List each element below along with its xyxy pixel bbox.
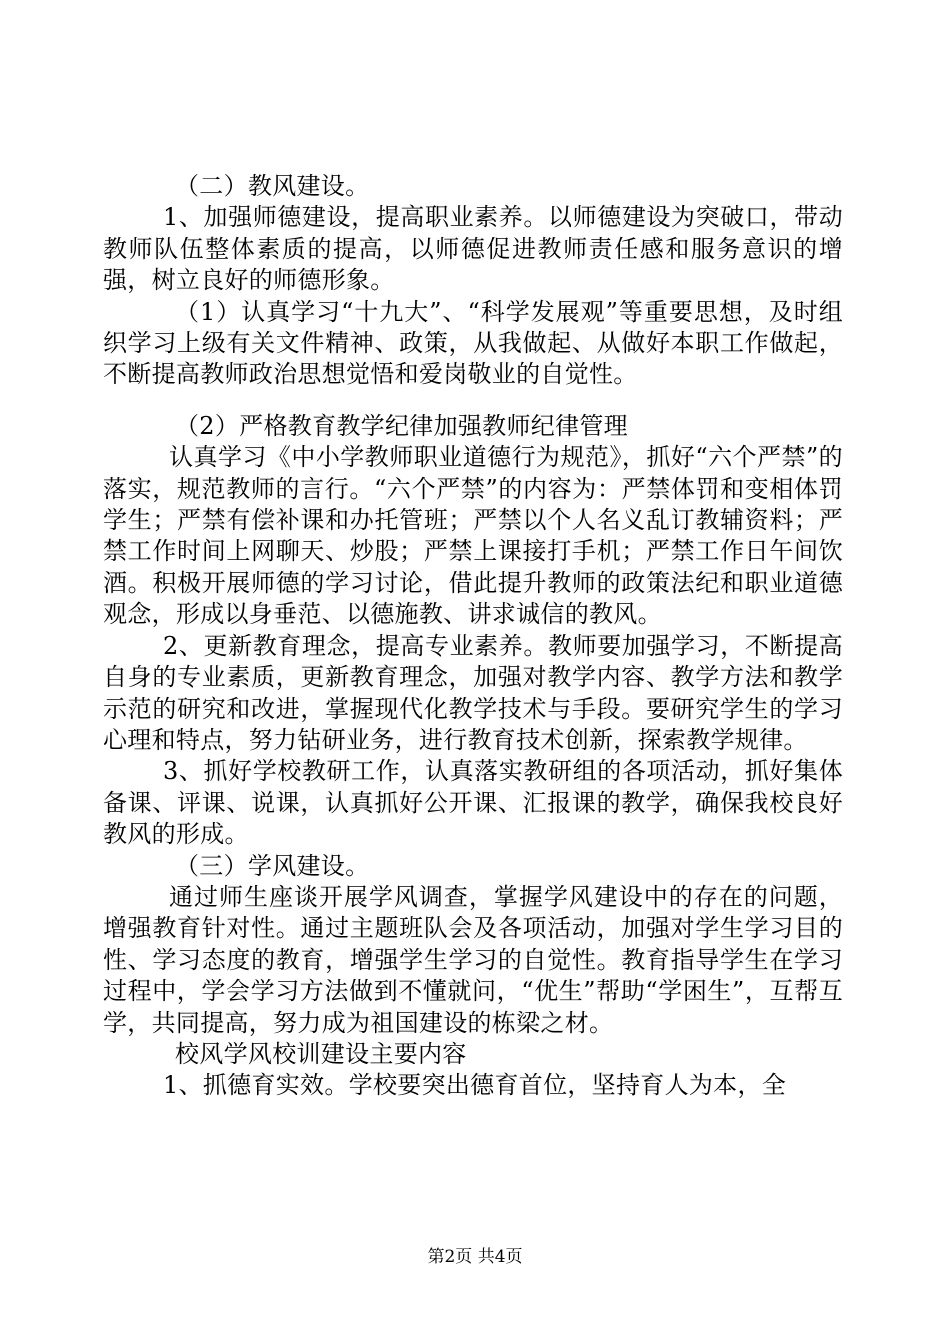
paragraph-teacher-ethics: 1、加强师德建设，提高职业素养。以师德建设为突破口，带动教师队伍整体素质的提高，以师德促进教师责任感和服务意识的增强，树立良好的师德形象。 <box>103 203 843 295</box>
paragraph-study-survey: 通过师生座谈开展学风调查，掌握学风建设中的存在的问题，增强教育针对性。通过主题班队会及各项活动，加强对学生学习目的性、学习态度的教育，增强学生学习的自觉性。教育指导学生在学习过程中，学会学习方法做到不懂就问，“优生”帮助“学困生”，互帮互学，共同提高，努力成为祖国建设的栋梁之材。 <box>103 882 843 1037</box>
paragraph-education-concepts: 2、更新教育理念，提高专业素养。教师要加强学习，不断提高自身的专业素质，更新教育理念，加强对教学内容、教学方法和教学示范的研究和改进，掌握现代化教学技术与手段。要研究学生的学习心理和特点，努力钻研业务，进行教育技术创新，探索教学规律。 <box>103 631 843 754</box>
paragraph-teaching-research: 3、抓好学校教研工作，认真落实教研组的各项活动，抓好集体备课、评课、说课，认真抓好公开课、汇报课的教学，确保我校良好教风的形成。 <box>103 757 843 849</box>
paragraph-gap <box>103 391 843 411</box>
document-body <box>103 171 843 1102</box>
paragraph-study-policy: （1）认真学习“十九大”、“科学发展观”等重要思想，及时组织学习上级有关文件精神、政策，从我做起、从做好本职工作做起，不断提高教师政治思想觉悟和爱岗敬业的自觉性。 <box>103 297 843 389</box>
subheading-discipline: （2）严格教育教学纪律加强教师纪律管理 <box>175 411 628 440</box>
subheading-main-content: 校风学风校训建设主要内容 <box>175 1039 467 1068</box>
paragraph-moral-education: 1、抓德育实效。学校要突出德育首位，坚持育人为本，全 <box>163 1071 787 1100</box>
section-heading-study-style: （三）学风建设。 <box>175 851 370 880</box>
section-heading-teaching-style: （二）教风建设。 <box>175 172 370 200</box>
page-number-footer: 第2页 共4页 <box>427 1247 523 1267</box>
paragraph-six-prohibitions: 认真学习《中小学教师职业道德行为规范》，抓好“六个严禁”的落实，规范教师的言行。“六个严禁”的内容为：严禁体罚和变相体罚学生；严禁有偿补课和办托管班；严禁以个人名义乱订教辅资料；严禁工作时间上网聊天、炒股；严禁上课接打手机；严禁工作日午间饮酒。积极开展师德的学习讨论，借此提升教师的政策法纪和职业道德观念，形成以身垂范、以德施教、讲求诚信的教风。 <box>103 443 843 629</box>
